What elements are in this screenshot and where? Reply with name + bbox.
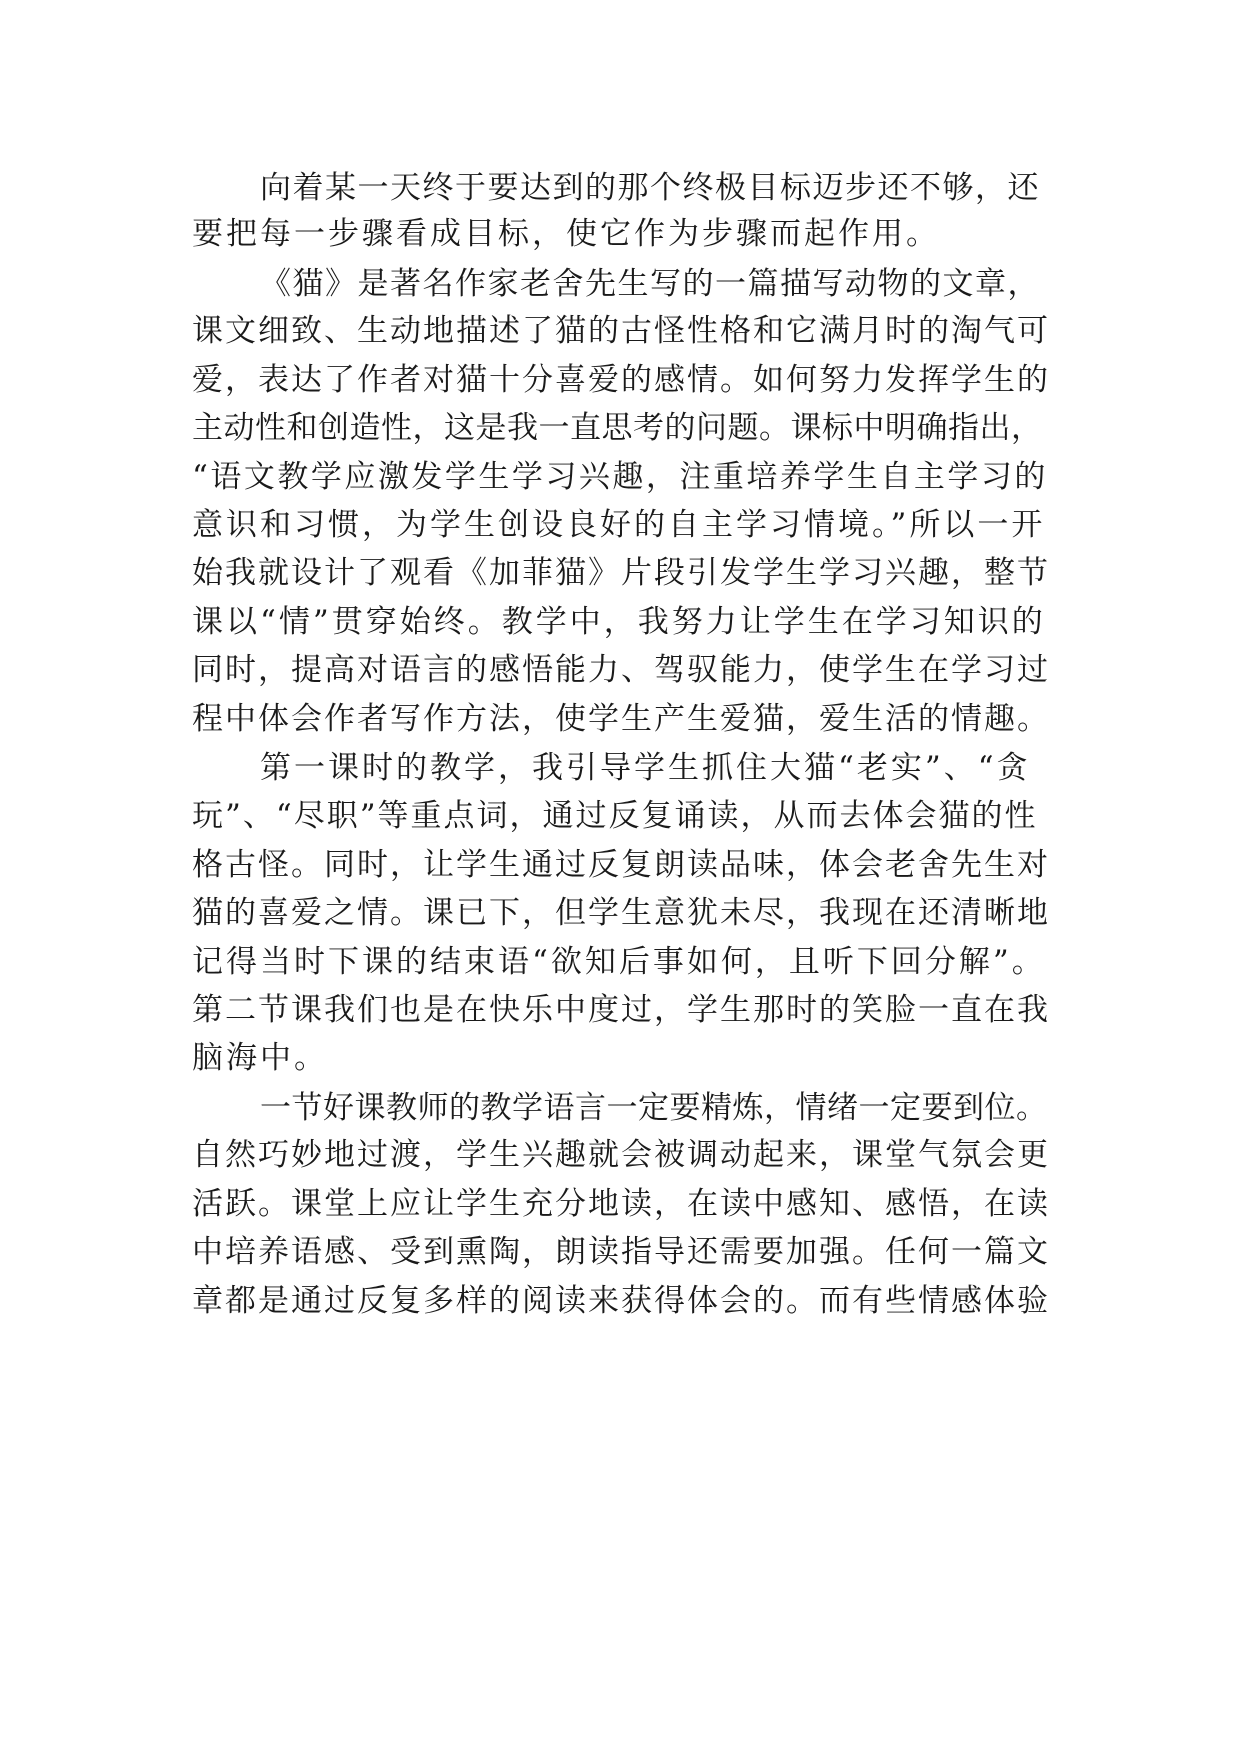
- text-line: 中培养语感、受到熏陶，朗读指导还需要加强。任何一篇文: [192, 1234, 1050, 1270]
- text-line: 课以“情”贯穿始终。教学中，我努力让学生在学习知识的: [192, 604, 1046, 640]
- text-line: 第一课时的教学，我引导学生抓住大猫“老实”、“贪: [260, 750, 1031, 786]
- text-line: 程中体会作者写作方法，使学生产生爱猫，爱生活的情趣。: [192, 701, 1050, 737]
- text-line: 爱，表达了作者对猫十分喜爱的感情。如何努力发挥学生的: [192, 362, 1050, 398]
- text-line: 同时，提高对语言的感悟能力、驾驭能力，使学生在学习过: [192, 652, 1050, 688]
- text-line: 课文细致、生动地描述了猫的古怪性格和它满月时的淘气可: [192, 313, 1050, 349]
- text-line: “语文教学应激发学生学习兴趣，注重培养学生自主学习的: [192, 459, 1048, 495]
- text-line: 脑海中。: [192, 1040, 328, 1076]
- text-line: 章都是通过反复多样的阅读来获得体会的。而有些情感体验: [192, 1283, 1050, 1319]
- text-line: 玩”、“尽职”等重点词，通过反复诵读，从而去体会猫的性: [192, 798, 1038, 834]
- text-line: 记得当时下课的结束语“欲知后事如何，且听下回分解”。: [192, 944, 1046, 980]
- text-line: 活跃。课堂上应让学生充分地读，在读中感知、感悟，在读: [192, 1186, 1050, 1222]
- text-line: 主动性和创造性，这是我一直思考的问题。课标中明确指出，: [192, 410, 1043, 446]
- text-line: 猫的喜爱之情。课已下，但学生意犹未尽，我现在还清晰地: [192, 895, 1050, 931]
- text-line: 第二节课我们也是在快乐中度过，学生那时的笑脸一直在我: [192, 992, 1050, 1028]
- text-line: 要把每一步骤看成目标，使它作为步骤而起作用。: [192, 216, 940, 252]
- text-line: 始我就设计了观看《加菲猫》片段引发学生学习兴趣，整节: [192, 555, 1050, 591]
- text-line: 意识和习惯，为学生创设良好的自主学习情境。”所以一开: [192, 507, 1046, 543]
- text-line: 一节好课教师的教学语言一定要精炼，情绪一定要到位。: [260, 1090, 1048, 1126]
- text-line: 向着某一天终于要达到的那个终极目标迈步还不够，还: [260, 170, 1040, 206]
- text-line: 格古怪。同时，让学生通过反复朗读品味，体会老舍先生对: [192, 847, 1050, 883]
- text-line: 自然巧妙地过渡，学生兴趣就会被调动起来，课堂气氛会更: [192, 1137, 1050, 1173]
- text-line: 《猫》是著名作家老舍先生写的一篇描写动物的文章，: [260, 266, 1040, 302]
